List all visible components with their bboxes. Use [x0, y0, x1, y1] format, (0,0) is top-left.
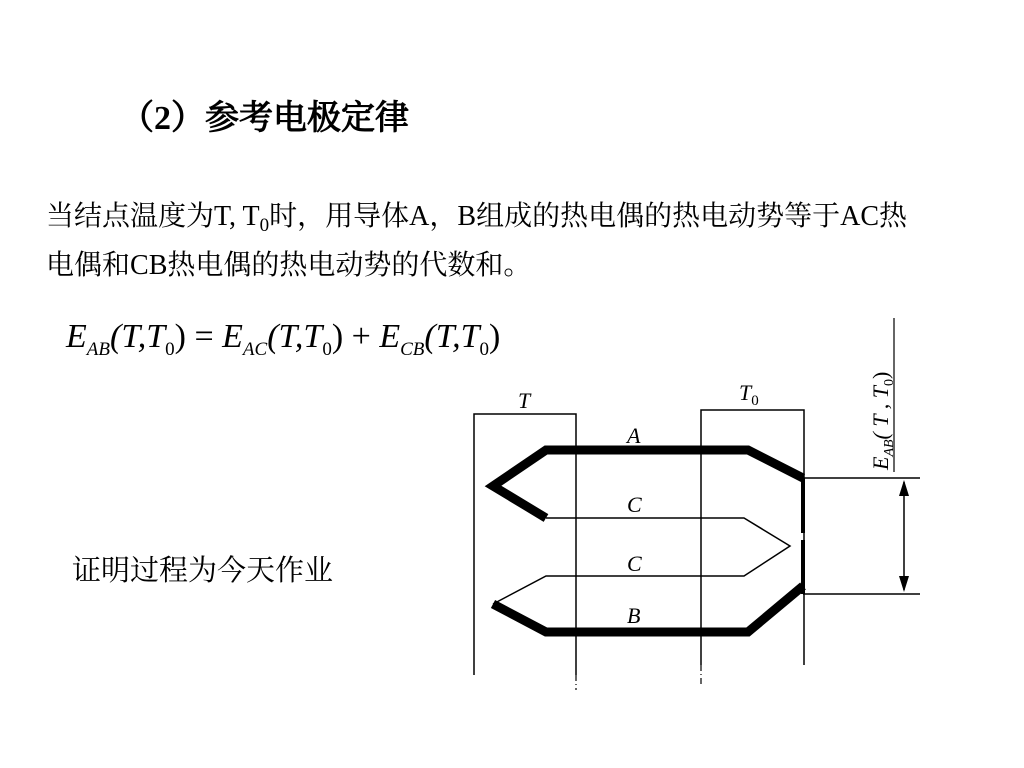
formula-e-cb-close: )	[489, 318, 501, 355]
homework-note: 证明过程为今天作业	[72, 553, 334, 587]
label-a: A	[627, 423, 641, 448]
formula-equals: =	[185, 318, 223, 355]
slide-heading	[120, 90, 409, 139]
formula-e-cb-args: (T,T	[424, 318, 480, 355]
formula-e-ac-sub: AC	[242, 339, 268, 360]
emf-arrow-up	[899, 480, 909, 496]
formula-e-ac-args-sub: 0	[322, 339, 332, 360]
para-pair-ac: AC	[840, 201, 880, 232]
formula-e-ab-args-sub: 0	[165, 339, 175, 360]
para-temperature-subscript: 0	[259, 215, 270, 236]
formula-e-cb-sub: CB	[400, 339, 425, 360]
label-c-bottom: C	[627, 551, 642, 576]
formula-e-ac: E	[222, 318, 243, 355]
para-temperature-symbols: T, T	[214, 201, 260, 232]
heading-text: ）参考电极定律	[171, 98, 409, 138]
conductor-a-wire	[493, 450, 803, 518]
para-part-7: 组成的热电偶的热电动势等于	[476, 199, 841, 232]
heading-number: 2	[154, 100, 171, 137]
para-conductor-a: A	[409, 201, 430, 232]
para-pair-cb: CB	[130, 250, 168, 281]
label-c-top: C	[627, 492, 642, 517]
label-b: B	[627, 603, 641, 628]
formula-plus: +	[343, 318, 380, 355]
formula-e-cb-args-sub: 0	[479, 339, 490, 360]
para-comma: ，	[429, 199, 458, 232]
formula-e-ab-close: )	[174, 318, 186, 355]
formula-e-ab: E	[66, 318, 87, 355]
emf-arrow-down	[899, 576, 909, 592]
description-paragraph	[46, 192, 926, 290]
para-part-9: 热电偶和	[46, 199, 908, 281]
formula-e-cb: E	[379, 318, 401, 355]
para-part-11: 热电偶的热电动势的代数和。	[167, 248, 532, 281]
formula-e-ab-sub: AB	[86, 339, 110, 360]
emf-label	[868, 318, 897, 472]
label-t: T	[518, 388, 531, 413]
para-part-3: 时，用导体	[269, 199, 410, 232]
thermocouple-diagram	[460, 310, 930, 690]
conductor-b-wire	[493, 586, 803, 632]
svg-text:EAB( T , T0): $E_{AB}$( T , $T_0$)	[868, 371, 897, 470]
formula-e-ac-close: )	[331, 318, 344, 355]
para-part-1: 当结点温度为	[46, 199, 215, 232]
para-conductor-b: B	[457, 201, 477, 232]
emf-formula	[66, 318, 501, 360]
label-t0: $T_0$	[739, 380, 759, 409]
formula-e-ac-args: (T,T	[267, 318, 323, 355]
formula-e-ab-args: (T,T	[110, 318, 166, 355]
heading-open-paren: （	[120, 98, 154, 138]
